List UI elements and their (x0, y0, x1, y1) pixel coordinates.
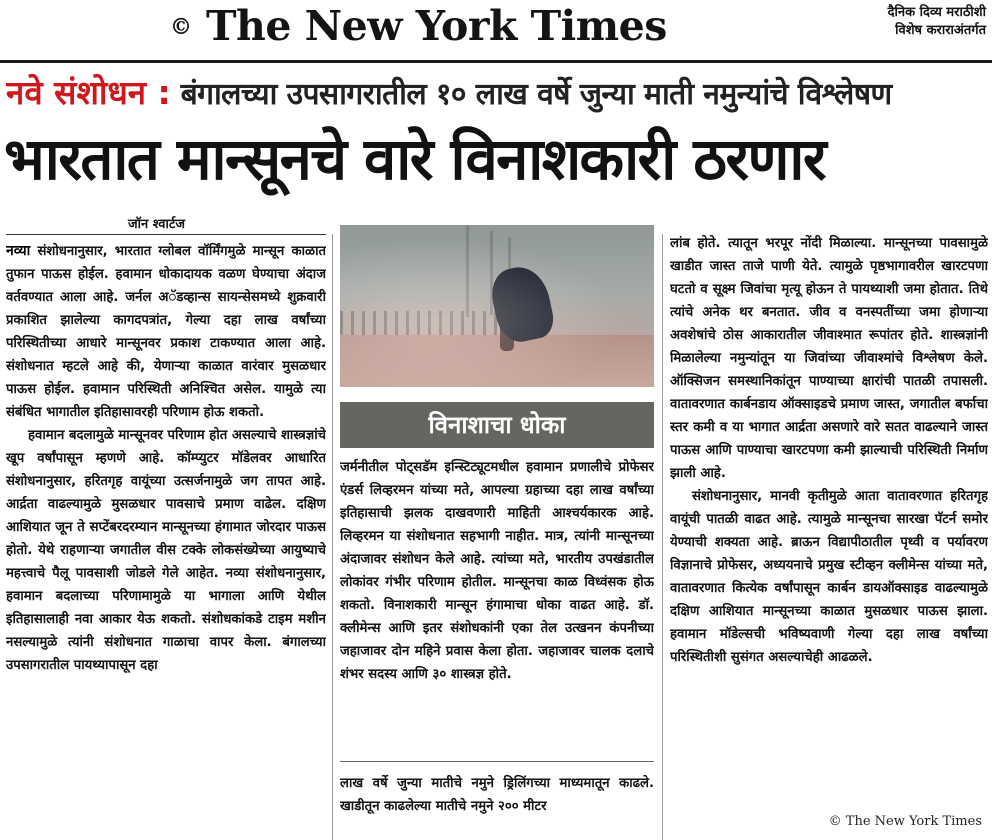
column-1-paragraph-1-text: संशोधनानुसार, भारतात ग्लोबल वॉर्मिंगमुळे मान्सून काळात तुफान पाऊस होईल. हवामान धोकादायक वळण घेण्याचा अंदाज वर्तवण्यात आला आहे. जर्नल अॅडव्हान्स सायन्सेसमध्ये शुक्रवारी प्रकाशित झालेल्या कागदपत्रांत, गेल्या दहा लाख वर्षांच्या परिस्थितीच्या आधारे मान्सूनवर प्रकाश टाकण्यात आला आहे. संशोधनात म्हटले आहे की, येणाऱ्या काळात वारंवार मुसळधार पाऊस होईल. हवामान परिस्थिती अनिश्चित असेल. यामुळे त्या संबंधित भागातील इतिहासावरही परिणाम होऊ शकतो. (6, 244, 326, 420)
column-2-continuation-text: लाख वर्षे जुन्या मातीचे नमुने ड्रिलिंगच्या माध्यमातून काढले. खाडीतून काढलेल्या मातीचे नमुने २०० मीटर (340, 776, 654, 814)
lead-word: नव्या (6, 243, 31, 259)
column-1-paragraph-2: हवामान बदलामुळे मान्सूनवर परिणाम होत असल्याचे शास्त्रज्ञांचे खूप वर्षांपासून म्हणणे आहे. कॉम्प्युटर मॉडेलवर आधारित संशोधनानुसार, हरितगृह वायूंच्या उत्सर्जनामुळे जग तापत आहे. आर्द्रता वाढल्यामुळे मुसळधार पावसाचे प्रमाण वाढेल. दक्षिण आशियात जून ते सप्टेंबरदरम्यान मान्सूनच्या हंगामात जोरदार पाऊस होतो. येथे राहणाऱ्या जगातील वीस टक्के लोकसंख्येच्या आयुष्याचे महत्त्वाचे पैलू पावसाशी जोडले गेले आहेत. नव्या संशोधनानुसार, हवामान बदलाच्या परिणामामुळे या भागाला आणि येथील इतिहासालाही नवा आकार येऊ शकतो. संशोधकांकडे टाइम मशीन नसल्यामुळे त्यांनी संशोधनात गाळाचा वापर केला. बंगालच्या उपसागरातील पायथ्यापासून दहा (6, 428, 326, 673)
column-3-paragraph-2: संशोधनानुसार, मानवी कृतीमुळे आता वातावरणात हरितगृह वायूंची पातळी वाढत आहे. त्यामुळे मान्सूनचा सारखा पॅटर्न समोर येण्याची शक्यता आहे. ब्राऊन विद्यापीठातील पृथ्वी व पर्यावरण विज्ञानाचे प्रोफेसर, अध्ययनाचे प्रमुख स्टीव्हन क्लीमेन्स यांच्या मते, वातावरणात कित्येक वर्षांपासून कार्बन डायऑक्साइड वाढल्यामुळे दक्षिण आशियात मान्सूनच्या काळात मुसळधार पाऊस झाला. हवामान मॉडेल्सची भविष्यवाणी गेल्या दहा लाख वर्षांच्या परिस्थितीशी सुसंगत असल्याचेही आढळले. (670, 489, 988, 665)
kicker-tag: नवे संशोधन : (6, 73, 171, 112)
kicker (6, 70, 990, 116)
rain-haze (340, 225, 654, 387)
column-divider-2 (662, 234, 663, 840)
partner-line-2: विशेष कराराअंतर्गत (895, 23, 986, 38)
partner-line-1: दैनिक दिव्य मराठीशी (887, 5, 986, 20)
copyright-symbol: © (170, 14, 192, 40)
column-3-paragraph-1: लांब होते. त्यातून भरपूर नोंदी मिळाल्या. मान्सूनच्या पावसामुळे खाडीत जास्त ताजे पाणी येते. त्यामुळे पृष्ठभागावरील खारटपणा घटतो व सूक्ष्म जिवांचा मृत्यू होऊन ते पायथ्याशी जमा होतात. तिथे त्यांचे अनेक थर बनतात. जीव व वनस्पतींच्या जमा होणाऱ्या अवशेषांचे ठोस आकारातील जीवाश्मात रूपांतर होते. शास्त्रज्ञांनी मिळालेल्या नमुन्यांतून या जिवांच्या जीवाश्मांचे विश्लेषण केले. ऑक्सिजन समस्थानिकांतून पाण्याच्या क्षारांची पातळी तपासली. वातावरणात कार्बनडाय ऑक्साइडचे प्रमाण जास्त, जगातील बर्फाचा स्तर कमी व या भागात आर्द्रता असणारे वारे सतत वाढल्याने जास्त पाऊस आणि पाण्याचा खारटपणा कमी झाल्याची परिस्थिती निर्माण झाली आहे. (670, 236, 988, 481)
kicker-text: बंगालच्या उपसागरातील १० लाख वर्षे जुन्या माती नमुन्यांचे विश्लेषण (170, 77, 892, 112)
article-column-1 (6, 240, 326, 840)
article-column-3 (670, 232, 988, 792)
column-divider-1 (332, 234, 333, 840)
byline-rule (6, 234, 326, 235)
partner-note (888, 4, 986, 40)
column-2-rule (340, 761, 654, 762)
footer-credit: © The New York Times (828, 814, 982, 829)
byline: जॉन श्वार्टज (128, 217, 186, 232)
column-2-paragraph-1: जर्मनीतील पोट्सडॅम इन्स्टिट्यूटमधील हवामान प्रणालीचे प्रोफेसर एंडर्स लिव्हरमन यांच्या मते, आपल्या ग्रहाच्या दहा लाख वर्षांच्या इतिहासाची झलक दाखवणारी माहिती आश्चर्यकारक आहे. लिव्हरमन या संशोधनात सहभागी नाहीत. मात्र, त्यांनी मान्सूनच्या अंदाजावर संशोधन केले आहे. त्यांच्या मते, भारतीय उपखंडातील लोकांवर गंभीर परिणाम होतील. मान्सूनचा काळ विध्वंसक होऊ शकतो. विनाशकारी मान्सून हंगामाचा धोका वाढत आहे. डॉ. क्लीमेन्स आणि इतर संशोधकांनी एका तेल उत्खनन कंपनीच्या जहाजावर दोन महिने प्रवास केला होता. जहाजावर चालक दलाचे शंभर सदस्य आणि ३० शास्त्रज्ञ होते. (340, 460, 654, 682)
column-1-paragraph-1 (6, 240, 326, 424)
article-column-2-continuation (340, 772, 654, 840)
monsoon-rain-photo (340, 225, 654, 387)
masthead-rule (0, 60, 992, 63)
newspaper-title: The New York Times (206, 2, 667, 50)
headline: भारतात मान्सूनचे वारे विनाशकारी ठरणार (4, 125, 825, 193)
section-box-heading: विनाशाचा धोका (340, 402, 654, 448)
masthead (0, 0, 992, 58)
article-column-2 (340, 456, 654, 756)
